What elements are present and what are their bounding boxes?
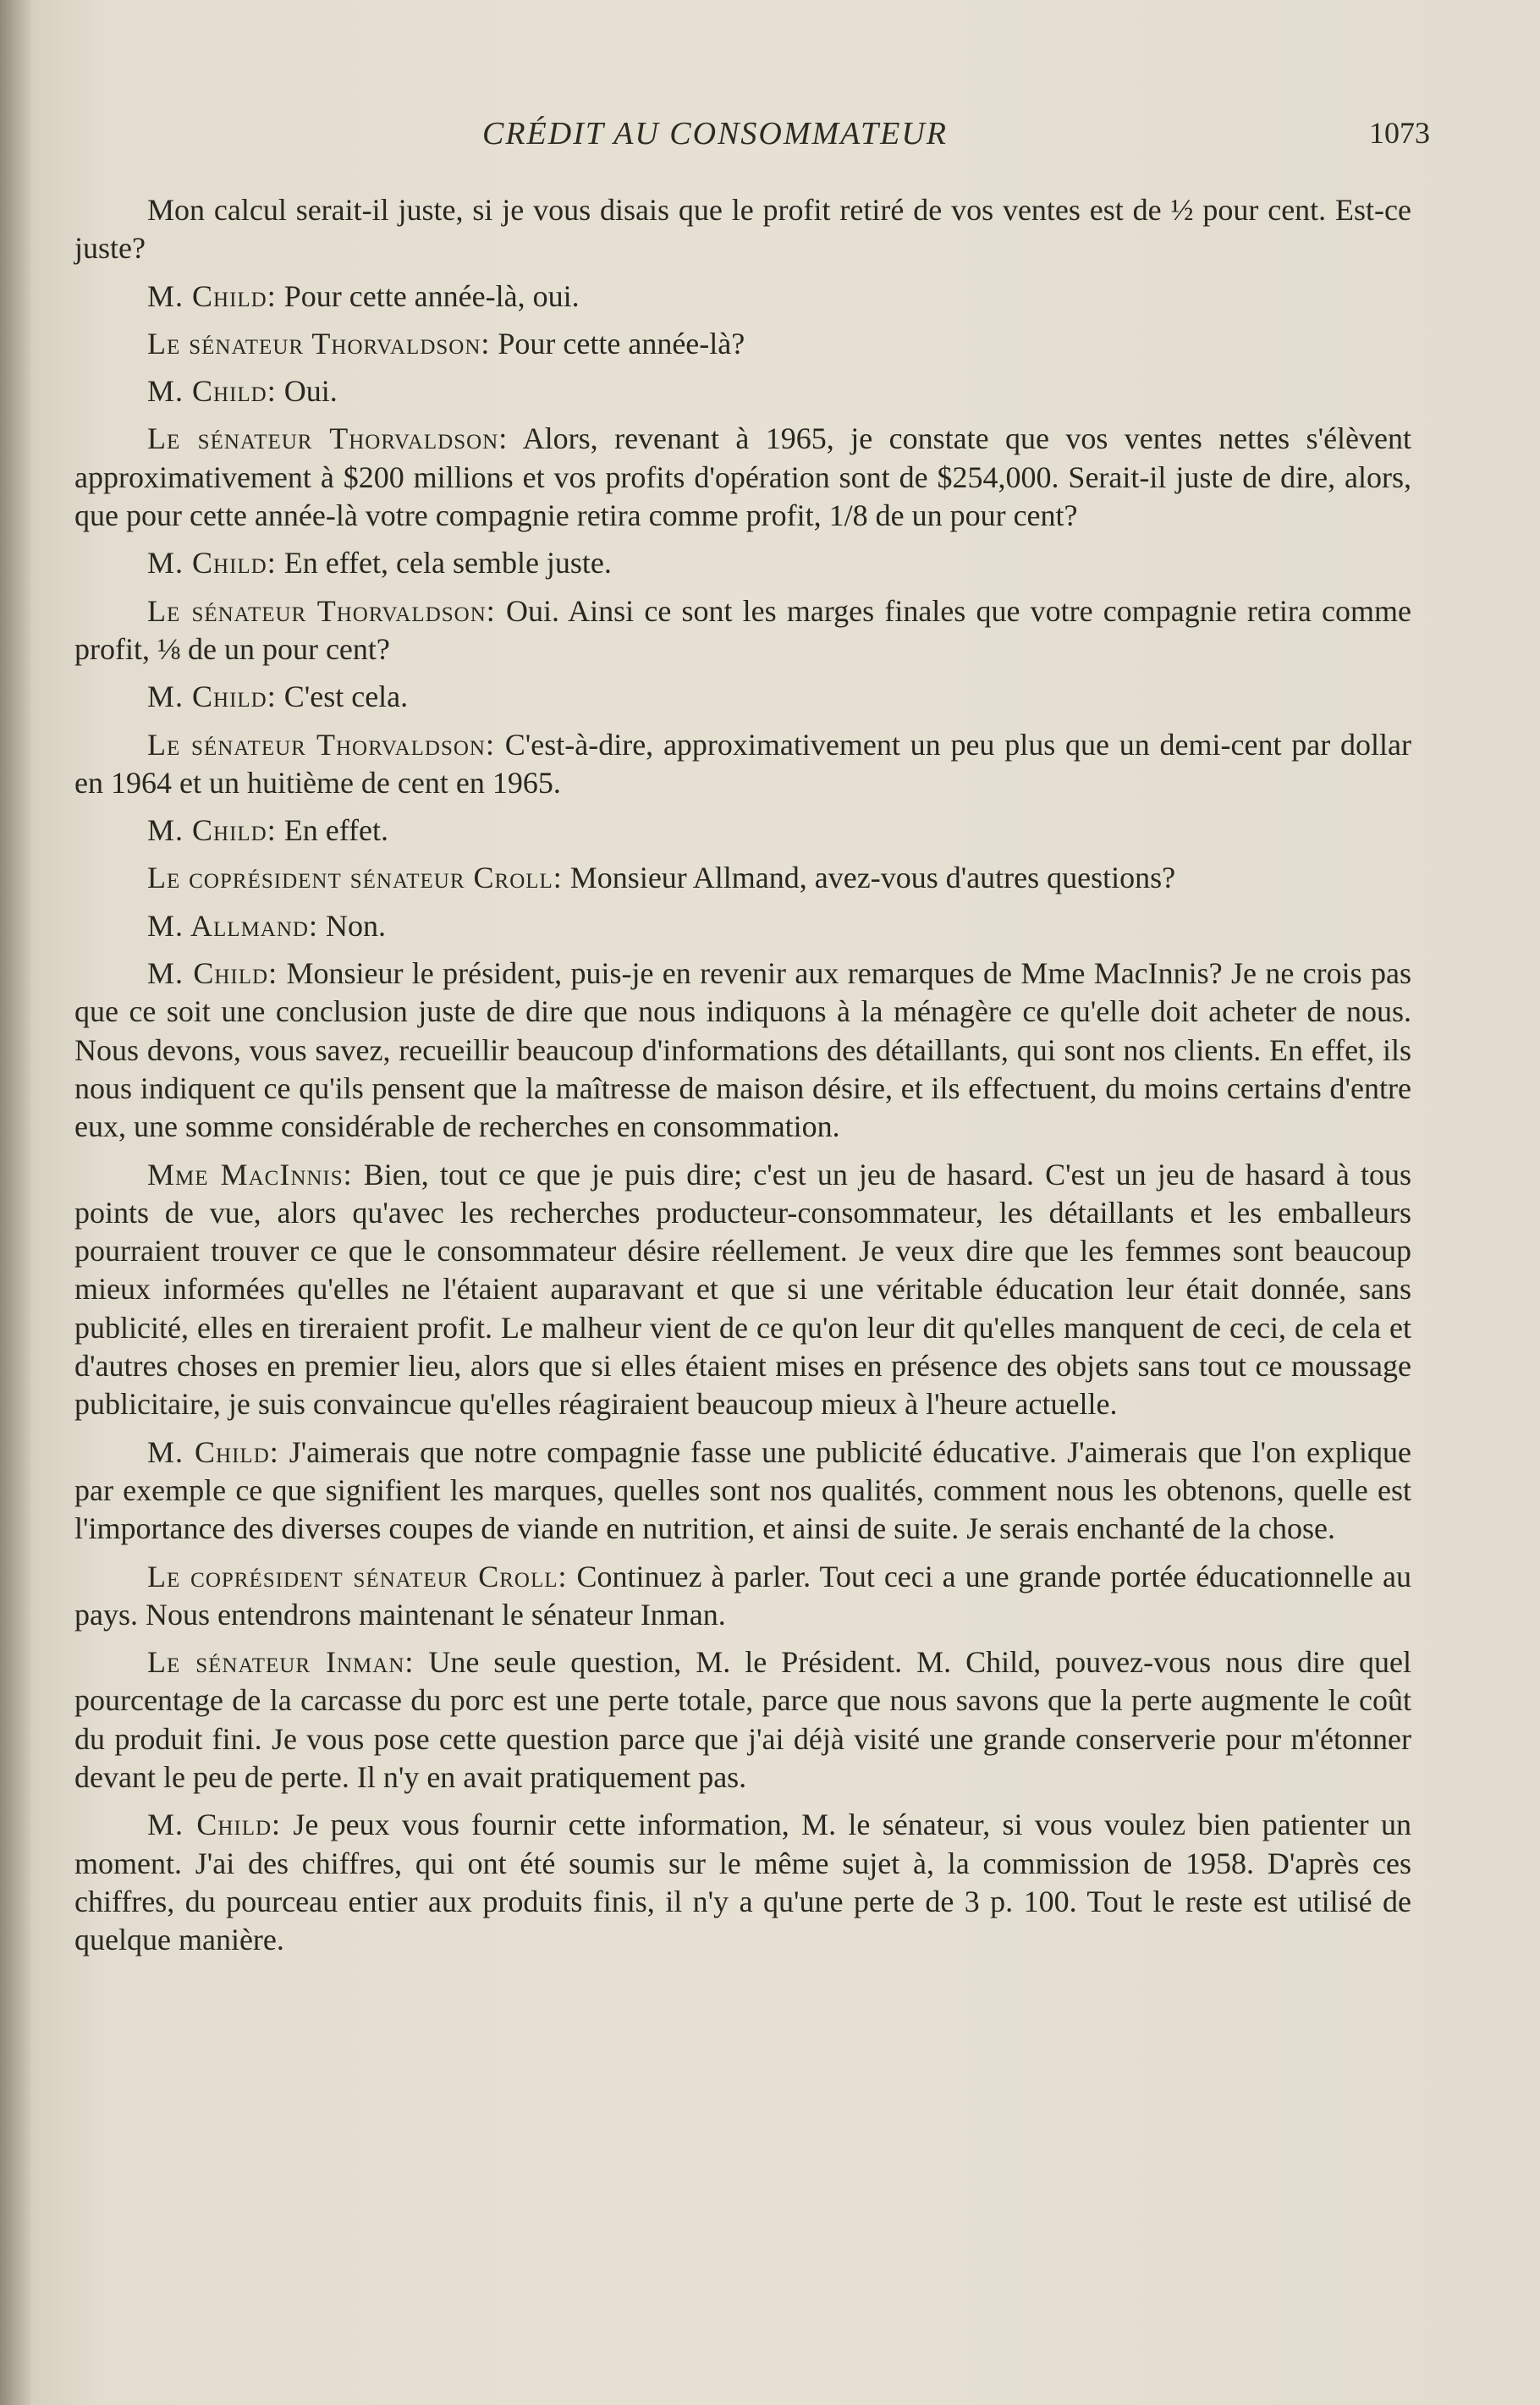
paragraph-text: Non.: [317, 908, 386, 943]
speaker-label: M. Child:: [147, 546, 277, 581]
paragraph: [74, 544, 1411, 582]
paragraph-text: Continuez à parler. Tout ceci a une grande portée éducationnelle au pays. Nous entendrons maintenant le sénateur Inman.: [74, 1559, 1411, 1632]
paragraph: [74, 592, 1411, 669]
body-text: [74, 191, 1411, 1968]
paragraph: [74, 1156, 1411, 1424]
page-number: 1073: [1369, 116, 1430, 150]
paragraph: [74, 278, 1411, 316]
paragraph-text: En effet.: [276, 813, 389, 848]
paragraph: [74, 678, 1411, 716]
speaker-label: M. Child:: [147, 1808, 282, 1842]
paragraph: [74, 191, 1411, 268]
paragraph-text: C'est-à-dire, approximativement un peu plus que un demi-cent par dollar en 1964 et un huitième de cent en 1965.: [74, 727, 1411, 800]
paragraph: [74, 1806, 1411, 1959]
speaker-label: M. Child:: [147, 956, 278, 991]
paragraph: [74, 955, 1411, 1146]
paragraph-text: Une seule question, M. le Président. M. Child, pouvez-vous nous dire quel pourcentage de la carcasse du porc est une perte totale, parce que nous savons que la perte augmente le coût du produit fini. Je vous pose cette question parce que j'ai déjà visité une grande conserverie pour m'étonner devant le peu de perte. Il n'y en avait pratiquement pas.: [74, 1645, 1411, 1794]
paragraph: [74, 907, 1411, 945]
paragraph: [74, 325, 1411, 363]
running-title: CRÉDIT AU CONSOMMATEUR: [482, 116, 948, 151]
paragraph-text: Oui. Ainsi ce sont les marges finales que votre compagnie retira comme profit, ⅛ de un pour cent?: [74, 593, 1411, 666]
speaker-label: Le sénateur Thorvaldson:: [147, 593, 496, 628]
speaker-label: Le sénateur Thorvaldson:: [147, 326, 491, 360]
speaker-label: Le coprésident sénateur Croll:: [147, 861, 563, 895]
speaker-label: Le sénateur Inman:: [147, 1645, 415, 1680]
binding-edge: [0, 0, 30, 2405]
paragraph-text: Alors, revenant à 1965, je constate que vos ventes nettes s'élèvent approximativement à $200 millions et vos profits d'opération sont de $254,000. Serait-il juste de dire, alors, que pour cette année-là votre compagnie retira comme profit, 1/8 de un pour cent?: [74, 421, 1412, 533]
speaker-label: M. Child:: [147, 1434, 279, 1469]
paragraph-text: Monsieur Allmand, avez-vous d'autres questions?: [562, 861, 1176, 895]
paragraph: [74, 812, 1411, 850]
paragraph-text: En effet, cela semble juste.: [276, 546, 612, 581]
paragraph-text: Pour cette année-là?: [490, 326, 745, 360]
paragraph-text: Oui.: [276, 374, 338, 409]
paragraph-text: Pour cette année-là, oui.: [276, 278, 580, 313]
speaker-label: M. Child:: [147, 680, 277, 714]
paragraph: [74, 1558, 1411, 1635]
speaker-label: M. Child:: [147, 374, 277, 409]
speaker-label: M. Allmand:: [147, 908, 318, 943]
paragraph-text: Mon calcul serait-il juste, si je vous disais que le profit retiré de vos ventes est de ½ pour cent. Est-ce juste?: [74, 193, 1411, 266]
paragraph: [74, 1434, 1411, 1549]
speaker-label: Le sénateur Thorvaldson:: [147, 727, 495, 762]
running-head: [76, 115, 1430, 157]
speaker-label: Le coprésident sénateur Croll:: [147, 1559, 568, 1593]
paragraph: [74, 859, 1411, 897]
paragraph-text: C'est cela.: [276, 680, 409, 714]
paragraph-text: J'aimerais que notre compagnie fasse une publicité éducative. J'aimerais que l'on explique par exemple ce que signifient les marques, quelles sont nos qualités, comment nous les obtenons, quelle est l'importance des diverses coupes de viande en nutrition, et ainsi de suite. Je serais enchanté de la chose.: [74, 1434, 1411, 1546]
paragraph: [74, 1643, 1411, 1797]
speaker-label: M. Child:: [147, 813, 277, 848]
paragraph-text: Monsieur le président, puis-je en revenir aux remarques de Mme MacInnis? Je ne crois pas que ce soit une conclusion juste de dire que nous indiquons à la ménagère ce qu'elle doit acheter de nous. Nous devons, vous savez, recueillir beaucoup d'informations des détaillants, qui sont nos clients. En effet, ils nous indiquent ce qu'ils pensent que la maîtresse de maison désire, et ils effectuent, du moins certains d'entre eux, une somme considérable de recherches en consommation.: [74, 956, 1411, 1144]
paragraph-text: Bien, tout ce que je puis dire; c'est un jeu de hasard. C'est un jeu de hasard à tous points de vue, alors qu'avec les recherches producteur-consommateur, les détaillants et les emballeurs pourraient trouver ce que le consommateur désire réellement. Je veux dire que les femmes sont beaucoup mieux informées qu'elles ne l'étaient auparavant et que si une véritable éducation leur était donnée, sans publicité, elles en tireraient profit. Le malheur vient de ce qu'on leur dit qu'elles manquent de ceci, de cela et d'autres choses en premier lieu, alors que si elles étaient mises en présence des objets sans tout ce moussage publicitaire, je suis convaincue qu'elles réagiraient beaucoup mieux à l'heure actuelle.: [74, 1157, 1412, 1422]
speaker-label: Mme MacInnis:: [147, 1157, 353, 1191]
speaker-label: M. Child:: [147, 278, 277, 313]
paragraph: [74, 372, 1411, 410]
paragraph-text: Je peux vous fournir cette information, M. le sénateur, si vous voulez bien patienter un moment. J'ai des chiffres, qui ont été soumis sur le même sujet à, la commission de 1958. D'après ces chiffres, du pourceau entier aux produits finis, il n'y a qu'une perte de 3 p. 100. Tout le reste est utilisé de quelque manière.: [74, 1808, 1411, 1957]
paragraph: [74, 420, 1411, 535]
speaker-label: Le sénateur Thorvaldson:: [147, 421, 509, 456]
paragraph: [74, 726, 1411, 803]
